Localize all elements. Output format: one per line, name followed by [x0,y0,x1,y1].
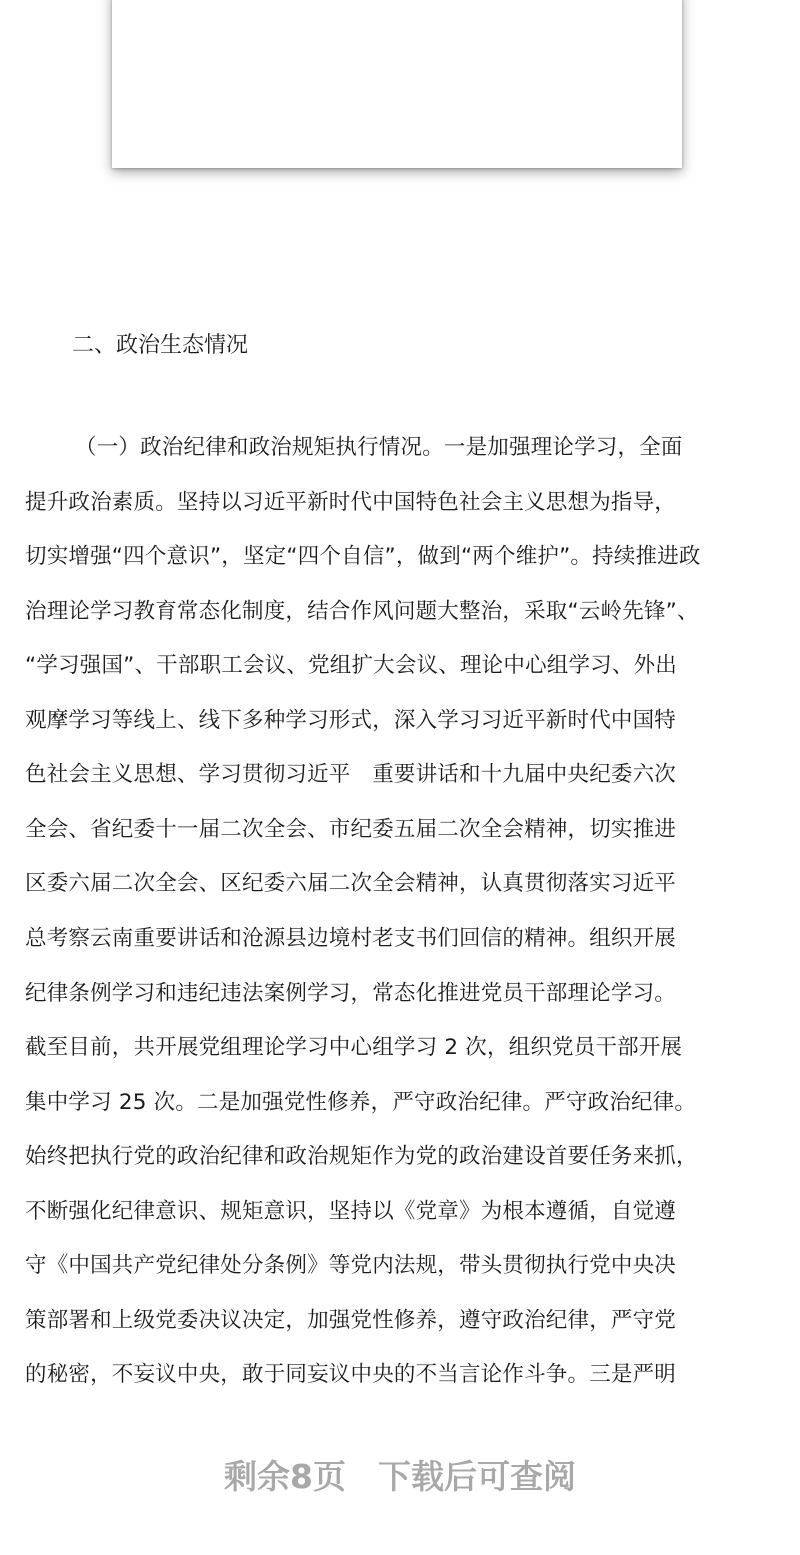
remaining-pages-text: 剩余8页 [224,1457,346,1496]
paragraph-line: （一）政治纪律和政治规矩执行情况。一是加强理论学习，全面 [75,435,683,460]
previous-page-card [112,0,682,168]
paragraph-line: 始终把执行党的政治纪律和政治规矩作为党的政治建设首要任务来抓， [25,1144,698,1169]
paragraph-line: 提升政治素质。坚持以习近平新时代中国特色社会主义思想为指导， [25,490,677,515]
paragraph-line: 总考察云南重要讲话和沧源县边境村老支书们回信的精神。组织开展 [25,926,677,951]
paragraph-line: 的秘密，不妄议中央，敢于同妄议中央的不当言论作斗争。三是严明 [25,1362,677,1387]
download-to-view-text: 下载后可查阅 [377,1457,576,1496]
paragraph-line: 治理论学习教育常态化制度，结合作风问题大整治，采取“云岭先锋”、 [25,599,699,624]
paragraph-line: 观摩学习等线上、线下多种学习形式，深入学习习近平新时代中国特 [25,708,677,733]
section-heading: 二、政治生态情况 [72,333,249,358]
paragraph-line: 全会、省纪委十一届二次全会、市纪委五届二次全会精神，切实推进 [25,817,677,842]
paragraph-line: 纪律条例学习和违纪违法案例学习，常态化推进党员干部理论学习。 [25,981,677,1006]
paragraph-line: 不断强化纪律意识、规矩意识，坚持以《党章》为根本遵循，自觉遵 [25,1199,677,1224]
paragraph-line: 守《中国共产党纪律处分条例》等党内法规，带头贯彻执行党中央决 [25,1253,677,1278]
paragraph-line: 截至目前，共开展党组理论学习中心组学习 2 次，组织党员干部开展 [25,1035,683,1060]
paragraph-line: 集中学习 25 次。二是加强党性修养，严守政治纪律。严守政治纪律。 [25,1090,697,1115]
paragraph-line: 策部署和上级党委决议决定，加强党性修养，遵守政治纪律，严守党 [25,1308,677,1333]
paragraph-line: 切实增强“四个意识”，坚定“四个自信”，做到“两个维护”。持续推进政 [25,544,701,569]
download-prompt[interactable] [0,1452,800,1502]
paragraph-line: 色社会主义思想、学习贯彻习近平 重要讲话和十九届中央纪委六次 [25,762,677,787]
paragraph-line: 区委六届二次全会、区纪委六届二次全会精神，认真贯彻落实习近平 [25,871,677,896]
paragraph-line: “学习强国”、干部职工会议、党组扩大会议、理论中心组学习、外出 [25,653,677,678]
